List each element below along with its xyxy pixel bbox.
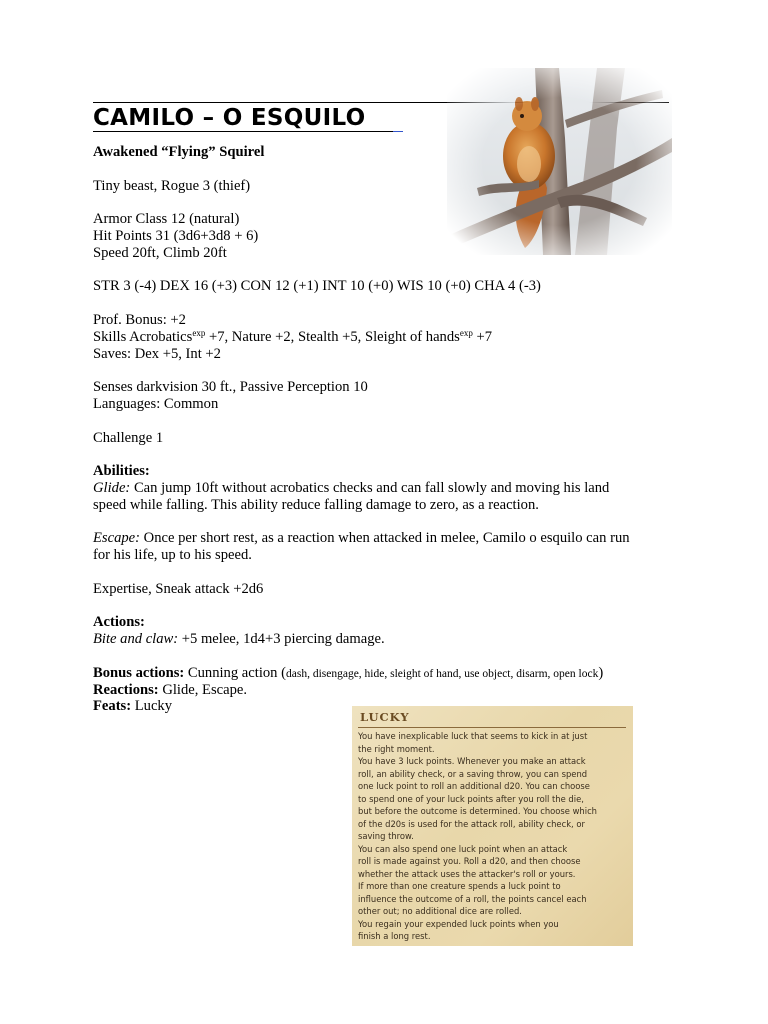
- lucky-line: You can also spend one luck point when an attack: [358, 843, 568, 854]
- lucky-line: You have 3 luck points. Whenever you make an attack: [358, 756, 586, 766]
- bonus-actions: Bonus actions: Cunning action (dash, disengage, hide, sleight of hand, use object, disarm, open lock): [93, 665, 604, 681]
- escape-ability-cont: for his life, up to his speed.: [93, 547, 252, 563]
- hit-points: Hit Points 31 (3d6+3d8 + 6): [93, 228, 259, 244]
- ability-scores: STR 3 (-4) DEX 16 (+3) CON 12 (+1) INT 10 (+0) WIS 10 (+0) CHA 4 (-3): [93, 278, 541, 294]
- squirrel-photo: [447, 68, 672, 255]
- lucky-line: You regain your expended luck points when you: [358, 918, 559, 929]
- lucky-line: influence the outcome of a roll, the points cancel each: [358, 893, 587, 904]
- page-title: CAMILO – O ESQUILO: [93, 105, 366, 131]
- abilities-heading: Abilities:: [93, 463, 150, 479]
- lucky-line: saving throw.: [358, 831, 414, 841]
- reactions: Reactions: Glide, Escape.: [93, 682, 248, 698]
- title-underline: [93, 131, 403, 132]
- lucky-line: of the d20s is used for the attack roll, ability check, or: [358, 818, 585, 829]
- prof-bonus: Prof. Bonus: +2: [93, 312, 186, 328]
- skills: Skills Acrobatics$^{exp}$ +7, Nature +2, Stealth +5, Sleight of hands$^{exp}$ +7: [93, 328, 493, 345]
- lucky-line: finish a long rest.: [358, 931, 431, 941]
- bite-action: Bite and claw: +5 melee, 1d4+3 piercing damage.: [93, 631, 385, 647]
- lucky-line: other out; no additional dice are rolled.: [358, 906, 522, 916]
- lucky-feat-card: [352, 706, 633, 946]
- glide-ability-cont: speed while falling. This ability reduce falling damage to zero, as a reaction.: [93, 497, 539, 513]
- challenge: Challenge 1: [93, 430, 164, 446]
- expertise: Expertise, Sneak attack +2d6: [93, 581, 264, 597]
- glide-ability: Glide: Can jump 10ft without acrobatics checks and can fall slowly and moving his land: [93, 480, 610, 496]
- armor-class: Armor Class 12 (natural): [93, 211, 240, 227]
- senses: Senses darkvision 30 ft., Passive Perception 10: [93, 379, 368, 395]
- lucky-line: whether the attack uses the attacker's roll or yours.: [358, 868, 576, 879]
- lucky-line: roll, an ability check, or a saving throw, you can spend: [358, 768, 588, 779]
- languages: Languages: Common: [93, 396, 219, 412]
- speed: Speed 20ft, Climb 20ft: [93, 245, 227, 261]
- lucky-card-rule: [358, 727, 626, 728]
- lucky-line: one luck point to roll an additional d20. You can choose: [358, 781, 590, 791]
- type-line: Tiny beast, Rogue 3 (thief): [93, 178, 251, 194]
- lucky-card-title: LUCKY: [360, 710, 410, 724]
- saves: Saves: Dex +5, Int +2: [93, 346, 221, 362]
- lucky-line: but before the outcome is determined. You choose which: [358, 806, 597, 816]
- subtitle: Awakened “Flying” Squirel: [93, 144, 265, 160]
- escape-ability: Escape: Once per short rest, as a reaction when attacked in melee, Camilo o esquilo can run: [93, 530, 630, 546]
- lucky-line: the right moment.: [358, 743, 435, 754]
- feats: Feats: Lucky: [93, 698, 173, 714]
- lucky-line: If more than one creature spends a luck point to: [358, 881, 561, 891]
- lucky-line: roll is made against you. Roll a d20, and then choose: [358, 856, 581, 866]
- lucky-line: You have inexplicable luck that seems to kick in at just: [358, 731, 588, 741]
- lucky-line: to spend one of your luck points after you roll the die,: [358, 793, 584, 804]
- actions-heading: Actions:: [93, 614, 145, 630]
